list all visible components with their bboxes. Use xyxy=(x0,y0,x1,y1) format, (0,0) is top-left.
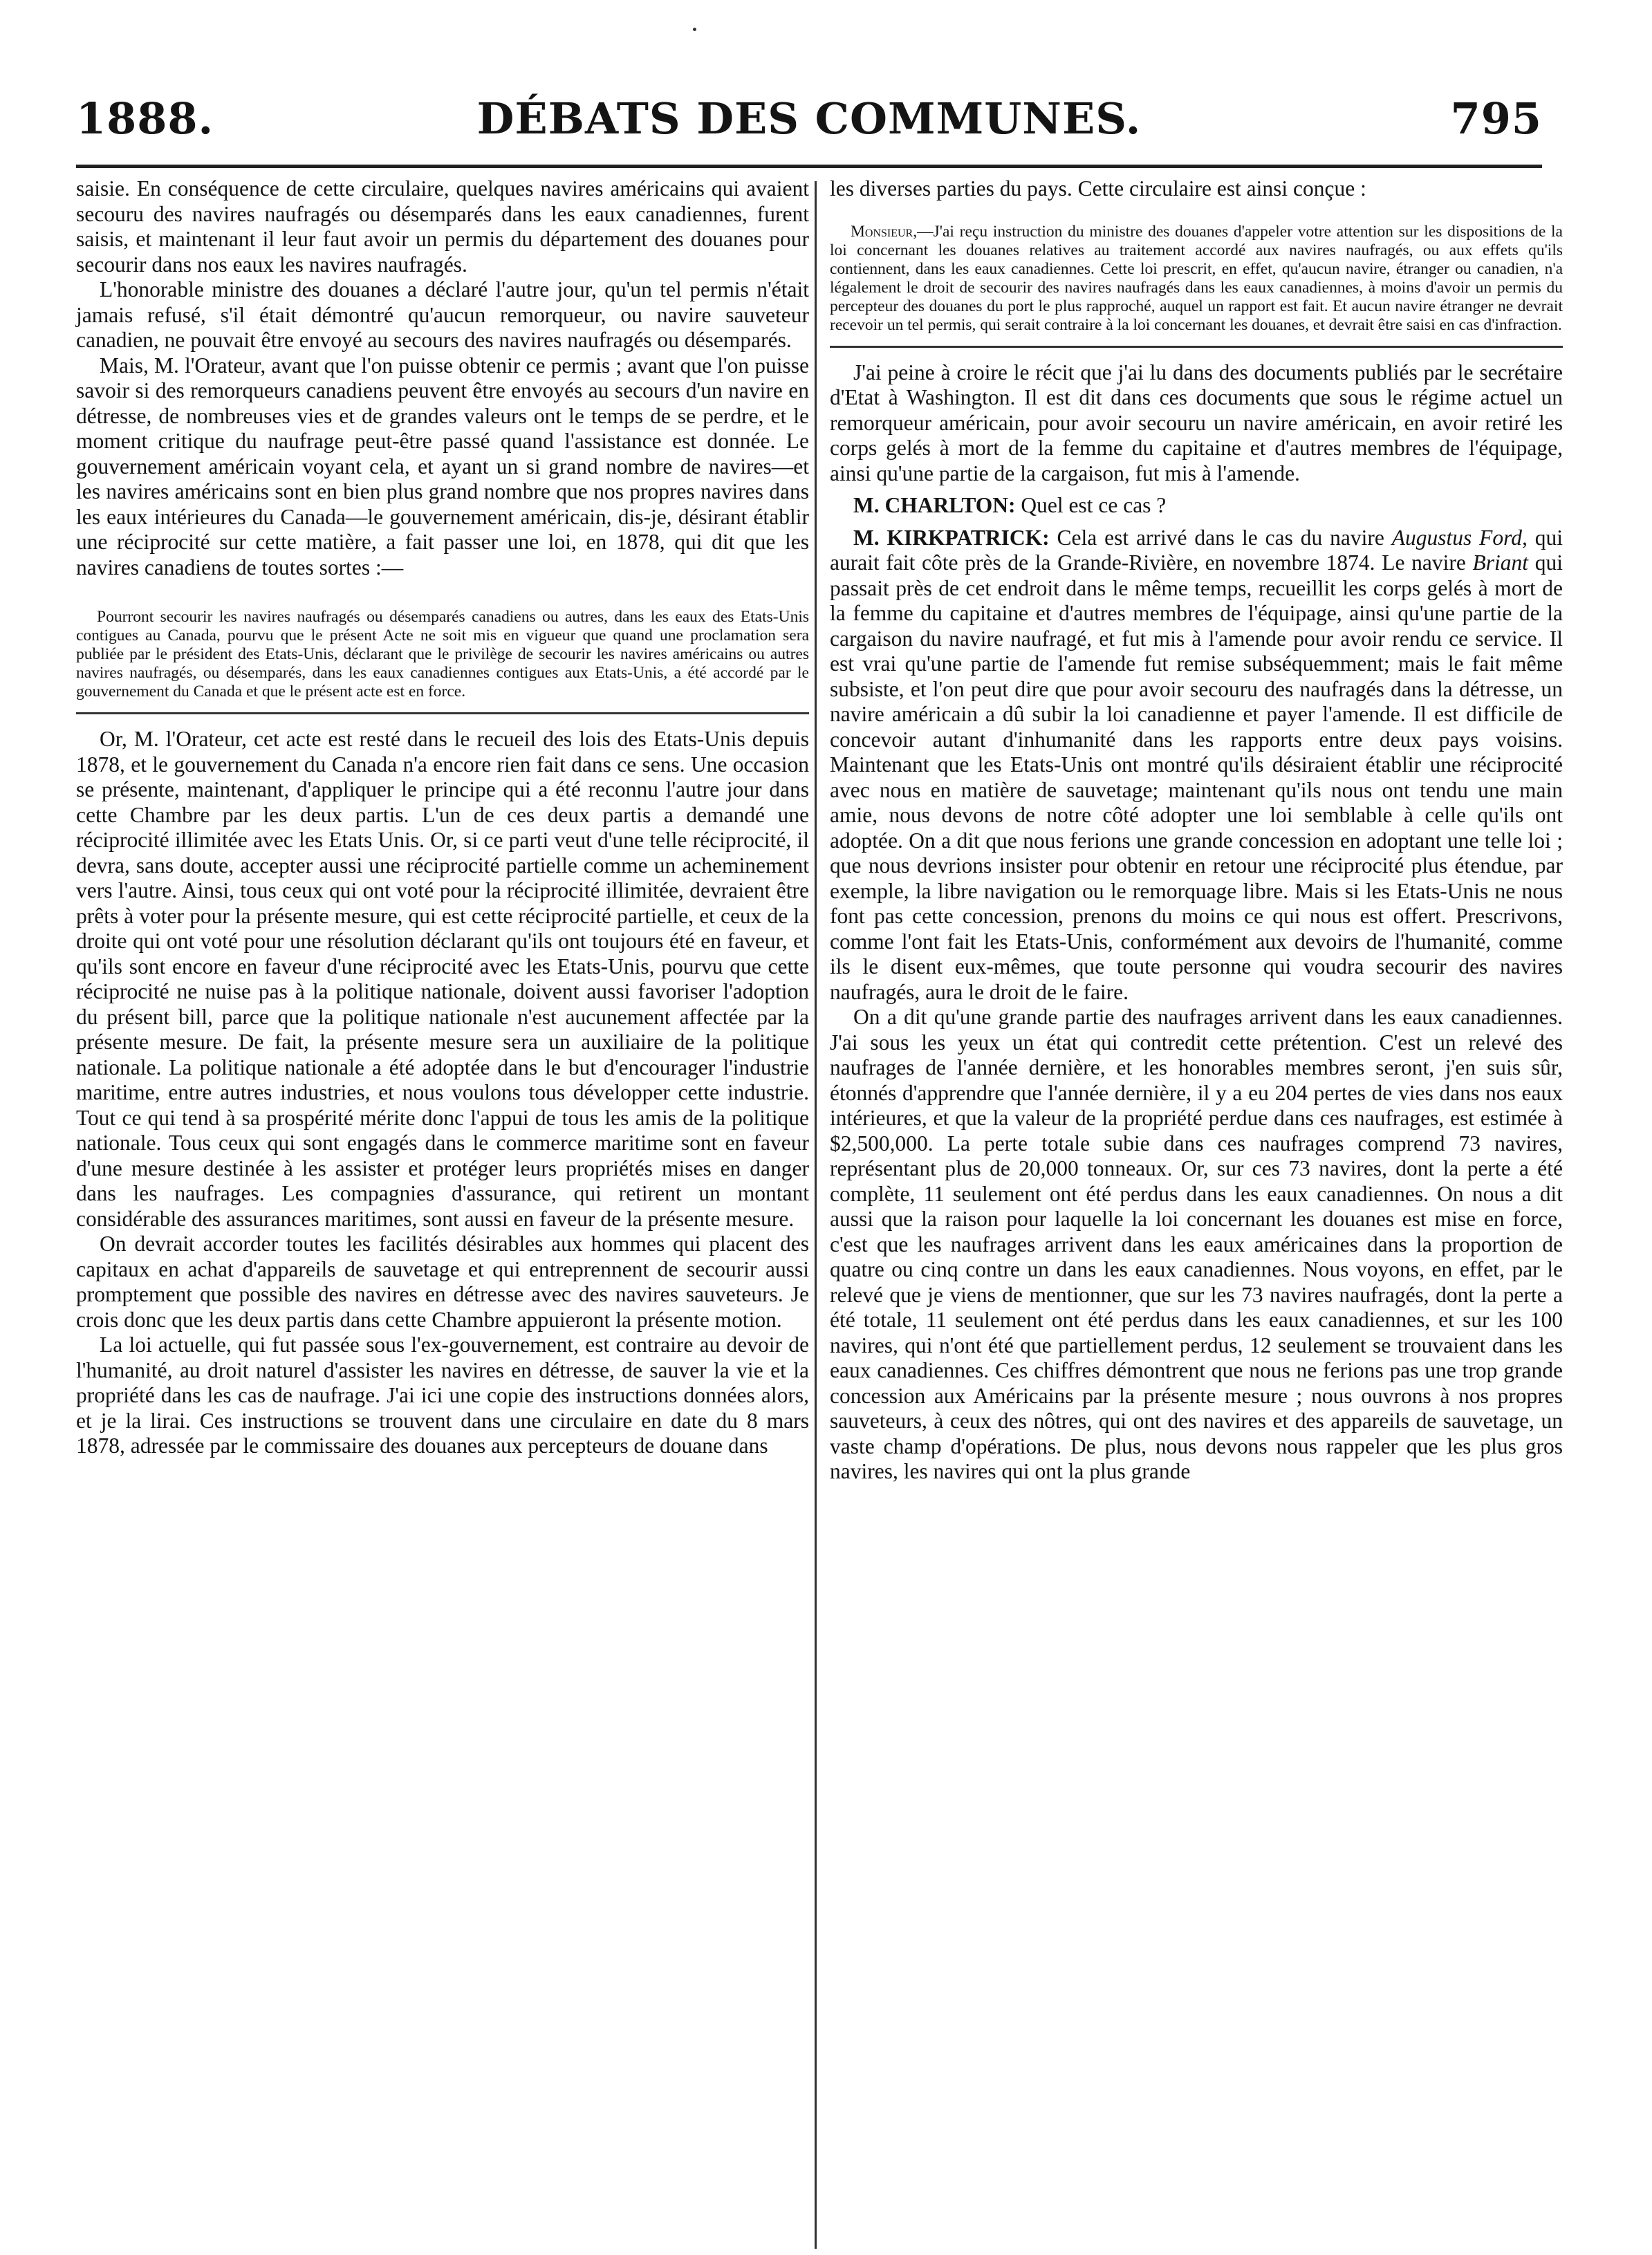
paragraph: saisie. En conséquence de cette circulaire, quelques navires américains qui avaient secouru des navires naufragés ou désemparés dans les eaux canadiennes, furent saisis, et maintenant il leur faut avoir un permis du département des douanes pour secourir dans nos eaux les navires naufragés. xyxy=(76,176,809,277)
ship-name: Augustus Ford, xyxy=(1391,525,1528,550)
speaker-text: qui aurait fait côte près de la Grande-Rivière, en novembre 1874. Le navire xyxy=(830,525,1563,575)
paragraph: les diverses parties du pays. Cette circulaire est ainsi conçue : xyxy=(830,176,1366,201)
left-column xyxy=(76,176,809,1459)
header-title: DÉBATS DES COMMUNES. xyxy=(476,93,1142,144)
paragraph: J'ai peine à croire le récit que j'ai lu dans des documents publiés par le secrétaire d'Etat à Washington. Il est dit dans ces documents que sous le régime actuel un remorqueur américain, pour avoir secouru un navire américain, en avoir retiré les corps gelés à mort de la femme du capitaine et d'autres membres de l'équipage, ainsi qu'une partie de la cargaison, fut mis à l'amende. xyxy=(830,360,1563,485)
header-year: 1888. xyxy=(76,93,214,144)
paragraph: Mais, M. l'Orateur, avant que l'on puisse obtenir ce permis ; avant que l'on puisse savoir si des remorqueurs canadiens peuvent être envoyés au secours d'un navire en détresse, de nombreuses vies et de grandes valeurs ont le temps de se perdre, et le moment critique du naufrage peut-être passé quand l'assistance est donnée. Le gouvernement américain voyant cela, et ayant un si grand nombre de navires—et les navires américains sont en bien plus grand nombre que nos propres navires dans les eaux intérieures du Canada—le gouvernement américain, dis-je, désirant établir une réciprocité sur cette matière, a fait passer une loi, en 1878, qui dit que les navires canadiens de toutes sortes :— xyxy=(76,353,809,579)
speaker-name: M. CHARLTON: xyxy=(853,493,1016,517)
paragraph: L'honorable ministre des douanes a déclaré l'autre jour, qu'un tel permis n'était jamais refusé, s'il était démontré qu'aucun remorqueur, ou navire sauveteur canadien, ne pouvait être envoyé au secours des navires naufragés ou désemparés. xyxy=(76,277,809,352)
paragraph: La loi actuelle, qui fut passée sous l'ex-gouvernement, est contraire au devoir de l'humanité, au droit naturel d'assister les navires en détresse, de sauver la vie et la propriété dans les cas de naufrage. J'ai ici une copie des instructions données alors, et je la lirai. Ces instructions se trouvent dans une circulaire en date du 8 mars 1878, adressée par le commissaire des douanes aux percepteurs de douane dans xyxy=(76,1333,809,1458)
print-speck xyxy=(693,28,696,31)
header-rule xyxy=(76,165,1542,168)
quote-text xyxy=(830,223,1563,335)
paragraph: On devrait accorder toutes les facilités désirables aux hommes qui placent des capitaux en achat d'appareils de sauvetage et qui entreprennent de secourir aussi promptement que possible des navires en détresse avec des navires sauveteurs. Je crois donc que les deux partis dans cette Chambre appuieront la présente motion. xyxy=(76,1232,809,1332)
column-divider xyxy=(815,181,817,2249)
paragraph: Or, M. l'Orateur, cet acte est resté dans le recueil des lois des Etats-Unis depuis 1878, et le gouvernement du Canada n'a encore rien fait dans ce sens. Une occasion se présente, maintenant, d'appliquer le principe qui a été reconnu l'autre jour dans cette Chambre par les deux partis. L'un de ces deux partis a demandé une réciprocité illimitée avec les Etats Unis. Or, si ce parti veut d'une telle réciprocité, il devra, sans doute, accepter aussi une réciprocité partielle comme un acheminement vers l'autre. Ainsi, tous ceux qui ont voté pour la réciprocité illimitée, devraient être prêts à voter pour la présente mesure, qui est cette réciprocité partielle, et ceux de la droite qui ont voté pour une résolution déclarant qu'ils ont toujours été en faveur, et qu'ils sont encore en faveur d'une réciprocité avec les Etats-Unis, pourvu que cette réciprocité ne nuise pas à la politique nationale, doivent aussi favoriser l'adoption du présent bill, parce que la politique nationale n'est aucunement affectée par la présente mesure. De fait, la présente mesure sera un auxiliaire de la politique nationale. La politique nationale a été adoptée dans le but d'encourager l'industrie maritime, entre autres industries, et nous voulons tous développer cette industrie. Tout ce qui tend à sa prospérité mérite donc l'appui de tous les amis de la politique nationale. Tous ceux qui sont engagés dans le commerce maritime sont en faveur d'une mesure destinée à les assister et protéger leurs propriétés mises en danger dans les naufrages. Les compagnies d'assurance, qui retirent un montant considérable des assurances maritimes, sont aussi en faveur de la présente mesure. xyxy=(76,727,809,1231)
quoted-circular xyxy=(830,223,1563,348)
speaker-name: M. KIRKPATRICK: xyxy=(853,525,1050,550)
quoted-act xyxy=(76,608,809,714)
right-column xyxy=(830,176,1563,1485)
speaker-paragraph xyxy=(830,493,1563,519)
header-page-number: 795 xyxy=(1450,93,1542,144)
paragraph: On a dit qu'une grande partie des naufrages arrivent dans les eaux canadiennes. J'ai sous les yeux un état qui contredit cette prétention. C'est un relevé des naufrages de l'année dernière, et les honorables membres seront, j'en suis sûr, étonnés d'apprendre que l'année dernière, il y a eu 204 pertes de vies dans nos eaux intérieures, et que la valeur de la propriété perdue dans ces naufrages, est estimée à $2,500,000. La perte totale subie dans ces naufrages comprend 73 navires, représentant plus de 20,000 tonneaux. Or, sur ces 73 navires, dont la perte a été complète, 11 seulement ont été perdus dans les eaux canadiennes. On nous a dit aussi que la raison pour laquelle la loi concernant les douanes est mise en force, c'est que les naufrages arrivent dans les eaux américaines dans la proportion de quatre ou cinq contre un dans les eaux canadiennes. Nous voyons, en effet, par le relevé que je viens de mentionner, que sur les 73 navires naufragés, dont la perte a été totale, 11 seulement ont été perdus dans les eaux canadiennes, et sur les 100 navires, qui n'ont été que partiellement perdus, 12 seulement se trouvaient dans les eaux canadiennes. Ces chiffres démontrent que nous ne ferions pas une trop grande concession aux Américains par la présente mesure ; nous ouvrons à nos propres sauveteurs, à ceux des nôtres, qui ont des navires et des appareils de sauvetage, un vaste champ d'opérations. De plus, nous devons nous rappeler que les plus gros navires, les navires qui ont la plus grande xyxy=(830,1005,1563,1483)
speaker-paragraph xyxy=(830,526,1563,1005)
page-header xyxy=(76,93,1542,169)
speaker-text: qui passait près de cet endroit dans le même temps, recueillit les corps gelés à mort de la femme du capitaine et d'autres membres de l'équipage, ainsi qu'une partie de la cargaison du navire naufragé, et fut mis à l'amende pour avoir rendu ce service. Il est vrai qu'une partie de l'amende fut remise subséquemment; mais le fait même subsiste, et l'on peut dire que pour avoir secouru des naufragés dans la détresse, un navire américain a dû subir la loi canadienne et payer l'amende. Il est difficile de concevoir autant d'inhumanité dans les rapports entre deux pays voisins. Maintenant que les Etats-Unis ont montré qu'ils désiraient établir une réciprocité avec nous en matière de sauvetage; maintenant qu'ils nous ont tendu une main amie, nous devons de notre côté adopter une loi semblable à celle qu'ils ont adoptée. On a dit que nous ferions une grande concession en adoptant une telle loi ; que nous devrions insister pour obtenir en retour une réciprocité plus étendue, par exemple, la libre navigation ou le remorquage libre. Mais si les Etats-Unis ne nous font pas cette concession, prenons du moins ce qui nous est offert. Prescrivons, comme l'ont fait les Etats-Unis, conformément aux devoirs de l'humanité, comme ils le disent eux-mêmes, que toute personne qui voudra secourir des navires naufragés, aura le droit de le faire. xyxy=(830,550,1563,1004)
quote-text: Pourront secourir les navires naufragés ou désemparés canadiens ou autres, dans les eaux des Etats-Unis contigues au Canada, pourvu que le présent Acte ne soit mis en vigueur que quand une proclamation sera publiée par le président des Etats-Unis, déclarant que le privilège de secourir les navires américains ou autres navires naufragés, ou désemparés, dans les eaux canadiennes contigues aux Etats-Unis, a été accordé par le gouvernement du Canada et que le présent acte est en force. xyxy=(76,608,809,700)
quote-body: —J'ai reçu instruction du ministre des douanes d'appeler votre attention sur les dispositions de la loi concernant les douanes relatives au traitement accordé aux navires naufragés, ou aux effets qu'ils contiennent, dans les eaux canadiennes. Cette loi prescrit, en effet, qu'aucun navire, étranger ou canadien, n'a légalement le droit de secourir des navires naufragés dans les eaux canadiennes, à moins d'avoir un permis du percepteur des douanes du port le plus rapproché, auquel un rapport est fait. Et aucun navire étranger ne devrait recevoir un tel permis, qui serait contraire à la loi concernant les douanes, et devrait être saisi en cas d'infraction. xyxy=(830,222,1563,334)
speaker-text: Quel est ce cas ? xyxy=(1021,493,1167,517)
quote-salutation: Monsieur, xyxy=(851,222,918,241)
ship-name: Briant xyxy=(1472,550,1529,575)
speaker-text: Cela est arrivé dans le cas du navire xyxy=(1057,525,1384,550)
